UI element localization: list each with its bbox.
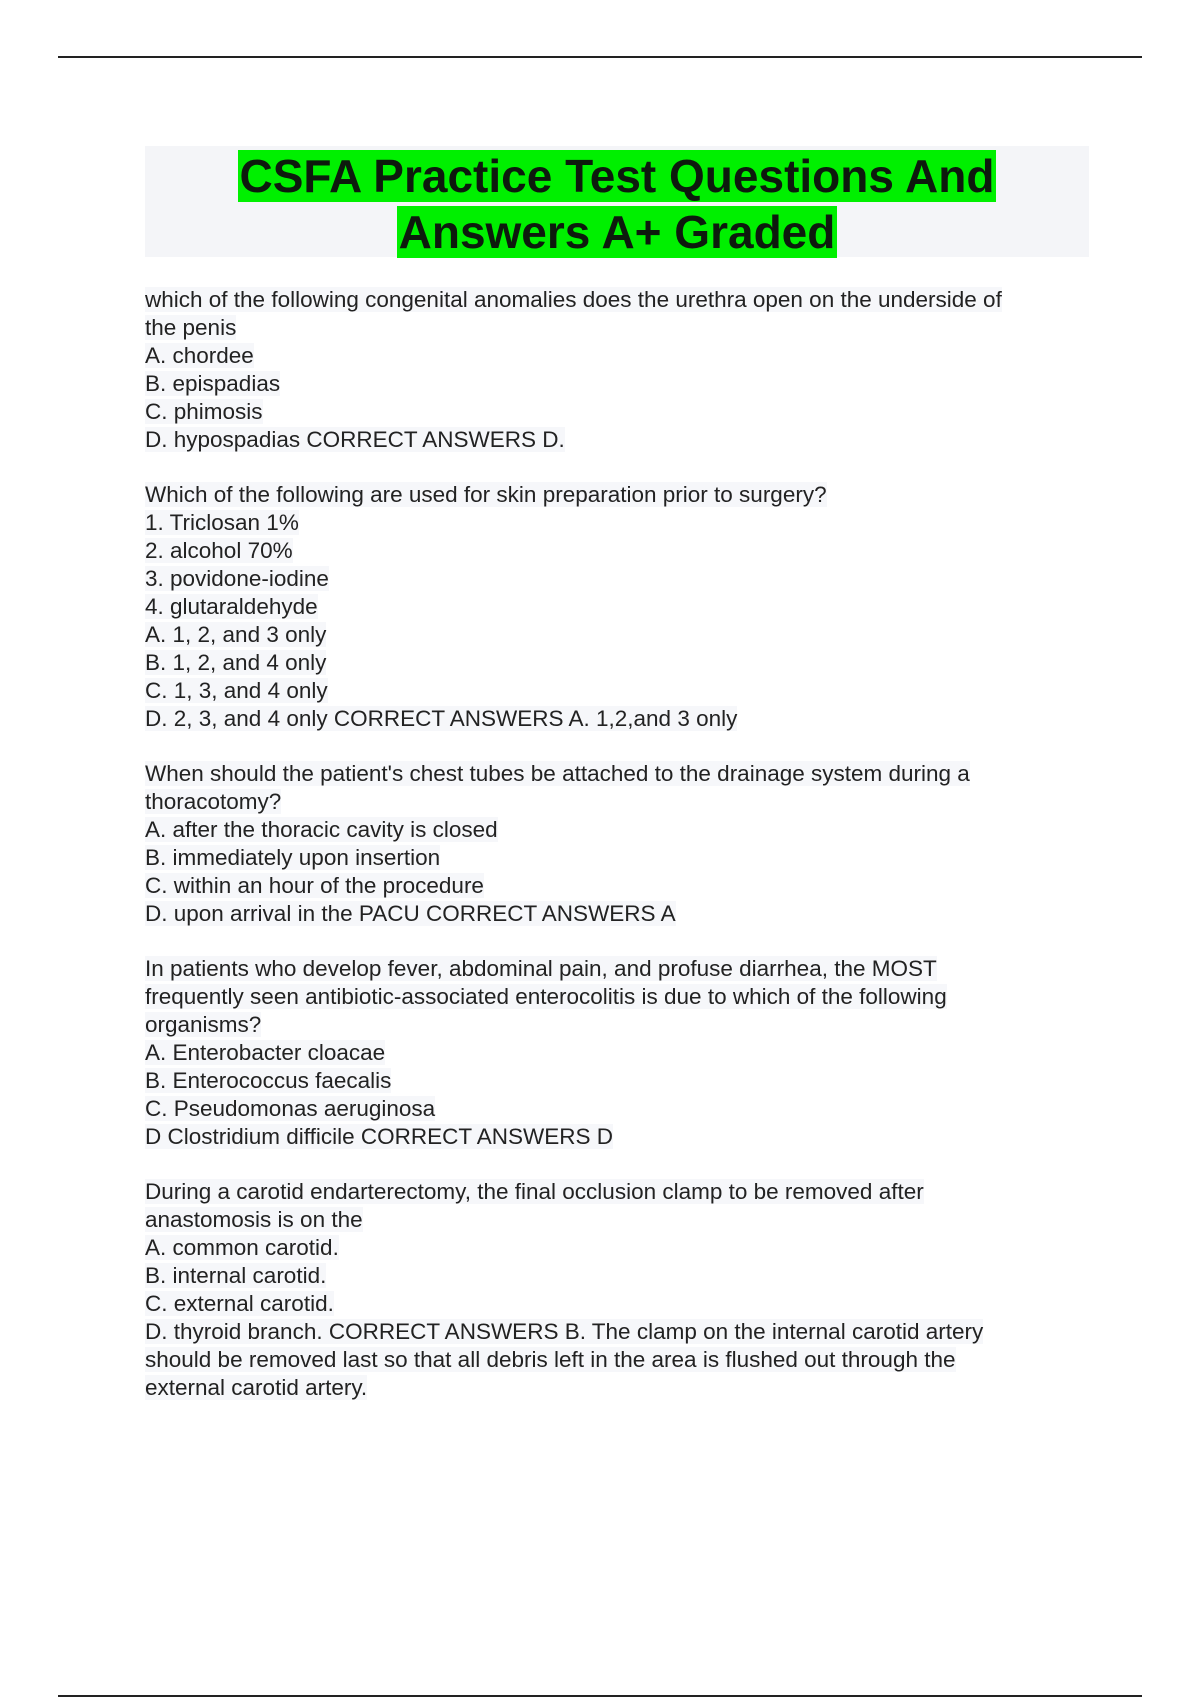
answer-option-with-key: D. upon arrival in the PACU CORRECT ANSWERS A	[145, 901, 676, 926]
list-item: 4. glutaraldehyde	[145, 594, 318, 619]
answer-option: C. phimosis	[145, 399, 263, 424]
title-line-1: CSFA Practice Test Questions And	[239, 150, 995, 202]
title-line-2: Answers A+ Graded	[398, 206, 836, 258]
question-5	[145, 1178, 1075, 1402]
answer-option: C. Pseudomonas aeruginosa	[145, 1096, 436, 1121]
header-rule	[58, 56, 1142, 58]
question-text: During a carotid endarterectomy, the final occlusion clamp to be removed after	[145, 1179, 924, 1204]
answer-option: B. immediately upon insertion	[145, 845, 441, 870]
question-4	[145, 955, 1075, 1151]
answer-option: B. Enterococcus faecalis	[145, 1068, 392, 1093]
question-text: anastomosis is on the	[145, 1207, 363, 1232]
answer-option: A. common carotid.	[145, 1235, 339, 1260]
page-title	[145, 146, 1089, 260]
question-text: Which of the following are used for skin preparation prior to surgery?	[145, 482, 827, 507]
answer-option: A. 1, 2, and 3 only	[145, 622, 327, 647]
answer-option: B. epispadias	[145, 371, 281, 396]
question-text: In patients who develop fever, abdominal pain, and profuse diarrhea, the MOST	[145, 956, 937, 981]
question-text: organisms?	[145, 1012, 262, 1037]
answer-option-with-key: D. 2, 3, and 4 only CORRECT ANSWERS A. 1,2,and 3 only	[145, 706, 738, 731]
answer-option-with-key: D. thyroid branch. CORRECT ANSWERS B. The clamp on the internal carotid artery	[145, 1319, 984, 1344]
question-text: the penis	[145, 315, 237, 340]
footer-rule	[58, 1695, 1142, 1697]
answer-option: A. chordee	[145, 343, 254, 368]
question-3	[145, 760, 1075, 928]
question-1	[145, 286, 1075, 454]
answer-option-with-key: D. hypospadias CORRECT ANSWERS D.	[145, 427, 565, 452]
answer-option-with-key: D Clostridium difficile CORRECT ANSWERS D	[145, 1124, 614, 1149]
answer-option: C. within an hour of the procedure	[145, 873, 484, 898]
list-item: 1. Triclosan 1%	[145, 510, 299, 535]
answer-explanation: external carotid artery.	[145, 1375, 368, 1400]
question-text: When should the patient's chest tubes be attached to the drainage system during a	[145, 761, 970, 786]
question-text: thoracotomy?	[145, 789, 282, 814]
answer-option: C. external carotid.	[145, 1291, 334, 1316]
list-item: 2. alcohol 70%	[145, 538, 293, 563]
question-text: frequently seen antibiotic-associated enterocolitis is due to which of the following	[145, 984, 947, 1009]
title-banner	[145, 146, 1089, 257]
answer-option: A. after the thoracic cavity is closed	[145, 817, 498, 842]
question-2	[145, 481, 1075, 733]
answer-option: B. 1, 2, and 4 only	[145, 650, 327, 675]
answer-explanation: should be removed last so that all debris left in the area is flushed out through the	[145, 1347, 956, 1372]
list-item: 3. povidone-iodine	[145, 566, 329, 591]
document-body	[145, 286, 1075, 1429]
question-text: which of the following congenital anomalies does the urethra open on the underside of	[145, 287, 1002, 312]
answer-option: C. 1, 3, and 4 only	[145, 678, 328, 703]
answer-option: A. Enterobacter cloacae	[145, 1040, 386, 1065]
answer-option: B. internal carotid.	[145, 1263, 327, 1288]
